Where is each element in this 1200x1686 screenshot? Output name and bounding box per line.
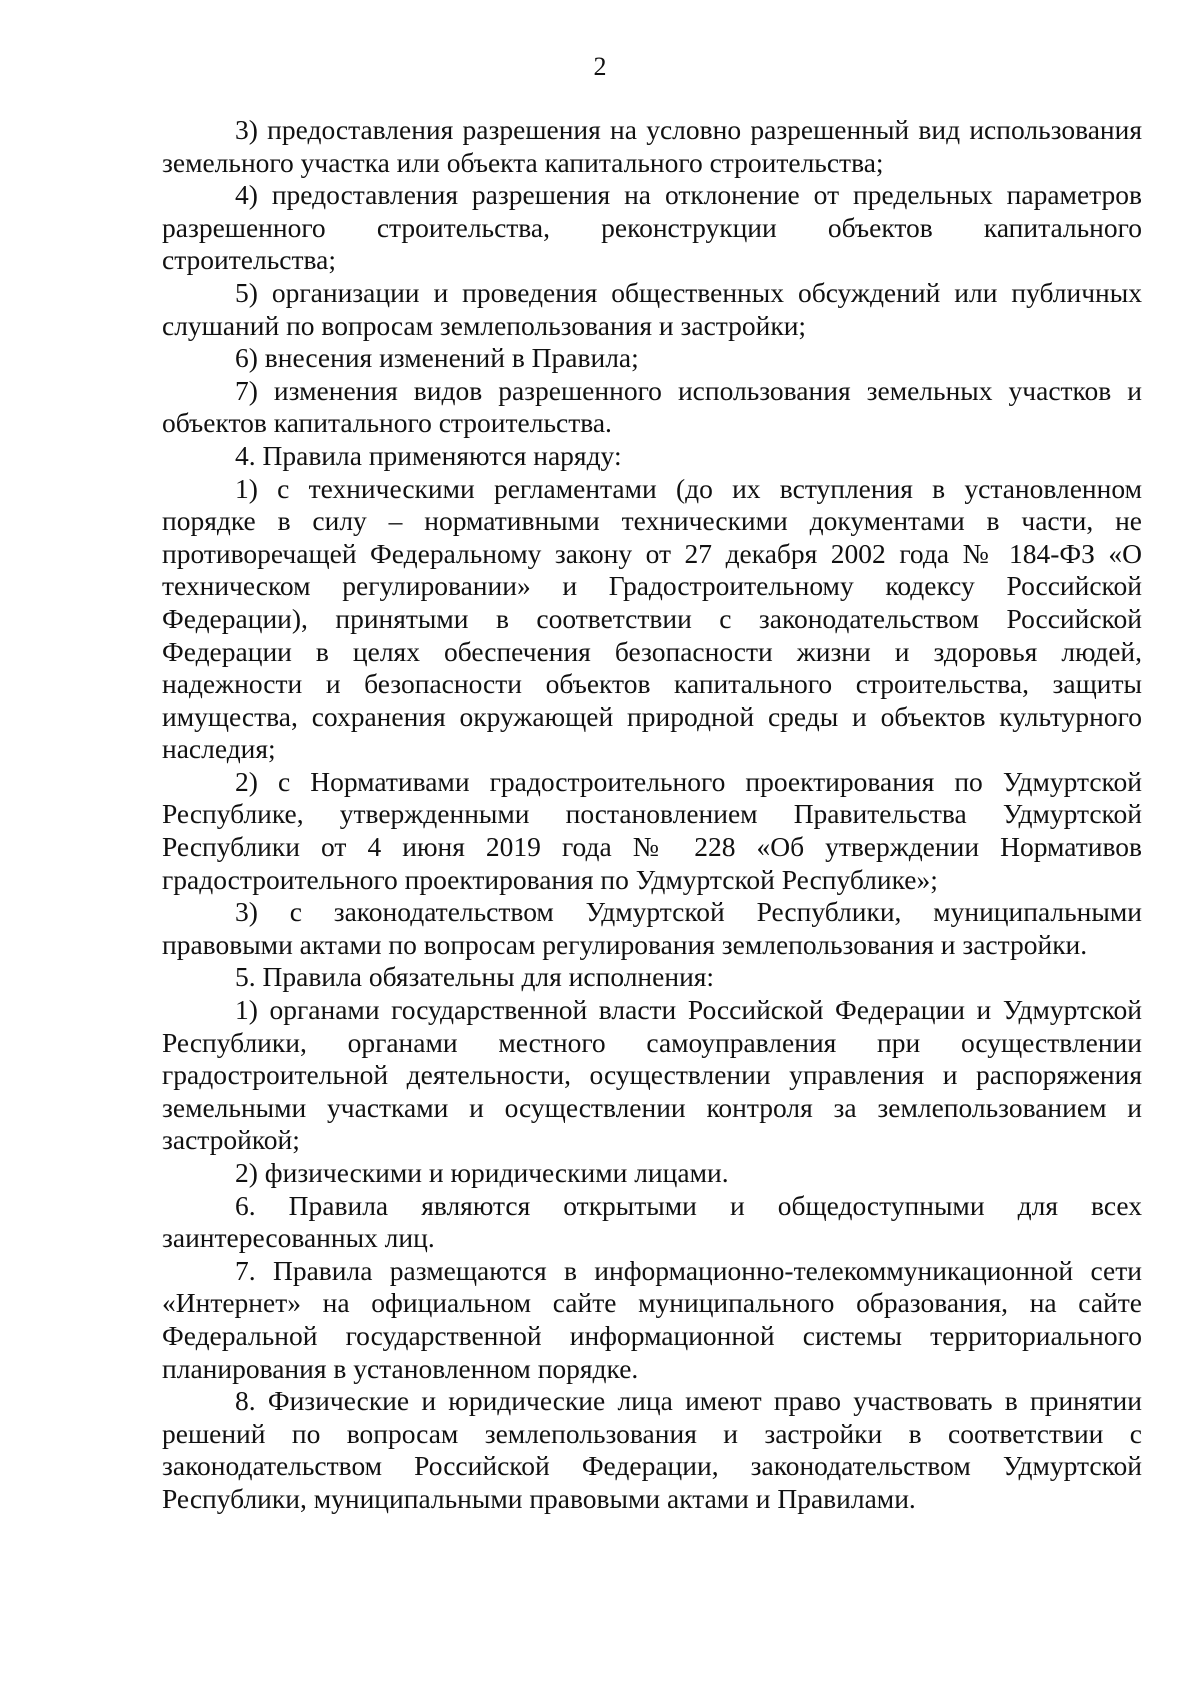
paragraph: 1) с техническими регламентами (до их вступления в установленном порядке в силу – нормативными техническими документами в части, не противоречащей Федеральному закону от 27 декабря 2002 года № 184-ФЗ «О техническом регулировании» и Градостроительному кодексу Российской Федерации), принятыми в соответствии с законодательством Российской Федерации в целях обеспечения безопасности жизни и здоровья людей, надежности и безопасности объектов капитального строительства, защиты имущества, сохранения окружающей природной среды и объектов культурного наследия; [162, 472, 1142, 765]
paragraph: 2) с Нормативами градостроительного проектирования по Удмуртской Республике, утвержденными постановлением Правительства Удмуртской Республики от 4 июня 2019 года № 228 «Об утверждении Нормативов градостроительного проектирования по Удмуртской Республике»; [162, 765, 1142, 895]
paragraph: 4) предоставления разрешения на отклонение от предельных параметров разрешенного строительства, реконструкции объектов капитального строительства; [162, 179, 1142, 276]
paragraph: 1) органами государственной власти Российской Федерации и Удмуртской Республики, органами местного самоуправления при осуществлении градостроительной деятельности, осуществлении управления и распоряжения земельными участками и осуществлении контроля за землепользованием и застройкой; [162, 994, 1142, 1156]
paragraph: 4. Правила применяются наряду: [235, 439, 622, 471]
paragraph: 3) предоставления разрешения на условно разрешенный вид использования земельного участка или объекта капитального строительства; [162, 114, 1142, 178]
paragraph: 2) физическими и юридическими лицами. [235, 1157, 729, 1188]
document-body [162, 114, 1142, 1516]
paragraph: 8. Физические и юридические лица имеют право участвовать в принятии решений по вопросам землепользования и застройки в соответствии с законодательством Российской Федерации, законодательством Удмуртской Республики, муниципальными правовыми актами и Правилами. [162, 1385, 1142, 1514]
paragraph: 7. Правила размещаются в информационно-телекоммуникационной сети «Интернет» на официальном сайте муниципального образования, на сайте Федеральной государственной информационной системы территориального планирования в установленном порядке. [162, 1254, 1142, 1384]
paragraph: 5) организации и проведения общественных обсуждений или публичных слушаний по вопросам землепользования и застройки; [162, 276, 1142, 341]
paragraph: 5. Правила обязательны для исполнения: [235, 961, 715, 993]
paragraph: 7) изменения видов разрешенного использования земельных участков и объектов капитального строительства. [162, 374, 1142, 439]
paragraph: 6. Правила являются открытыми и общедоступными для всех заинтересованных лиц. [162, 1189, 1142, 1254]
paragraph: 3) с законодательством Удмуртской Республики, муниципальными правовыми актами по вопросам регулирования землепользования и застройки. [162, 896, 1142, 960]
paragraph: 6) внесения изменений в Правила; [235, 342, 639, 374]
page-number: 2 [593, 52, 607, 81]
